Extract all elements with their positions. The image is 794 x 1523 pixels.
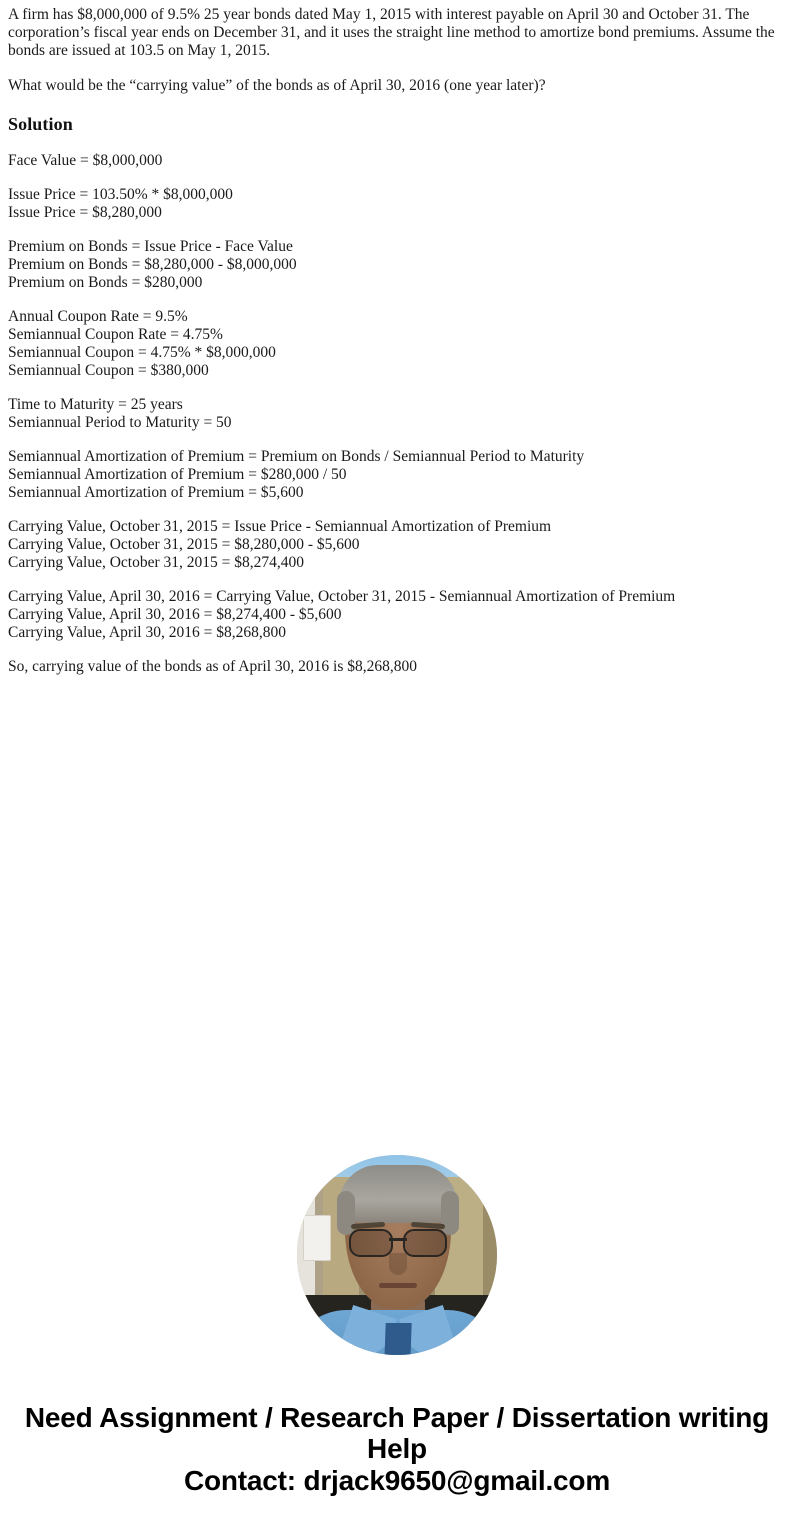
photo-hair xyxy=(339,1165,457,1223)
footer-headline: Need Assignment / Research Paper / Dissertation writing Help xyxy=(24,1402,770,1464)
calc-line: Premium on Bonds = Issue Price - Face Value xyxy=(8,238,293,255)
problem-statement-paragraph: A firm has $8,000,000 of 9.5% 25 year bonds dated May 1, 2015 with interest payable on April 30 and October 31. The corporation’s fiscal year ends on December 31, and it uses the straight line method to amortize bond premiums. Assume the bonds are issued at 103.5 on May 1, 2015. xyxy=(8,6,775,59)
calc-line: Premium on Bonds = $8,280,000 - $8,000,000 xyxy=(8,256,297,273)
footer xyxy=(0,1402,794,1496)
photo-tie xyxy=(384,1323,411,1355)
calc-block-coupon xyxy=(8,308,782,380)
calc-line: Semiannual Coupon = 4.75% * $8,000,000 xyxy=(8,344,276,361)
calc-block-conclusion xyxy=(8,658,782,676)
calc-block-amortization xyxy=(8,448,782,502)
calc-line: So, carrying value of the bonds as of April 30, 2016 is $8,268,800 xyxy=(8,658,417,675)
calc-line: Issue Price = 103.50% * $8,000,000 xyxy=(8,186,233,203)
calc-line: Carrying Value, October 31, 2015 = Issue Price - Semiannual Amortization of Premium xyxy=(8,518,552,535)
calc-line: Face Value = $8,000,000 xyxy=(8,152,163,169)
calc-line: Time to Maturity = 25 years xyxy=(8,396,183,413)
calc-block-face-value xyxy=(8,152,782,170)
eyeglasses-icon xyxy=(349,1229,447,1255)
footer-contact: Contact: drjack9650@gmail.com xyxy=(183,1465,611,1496)
calc-block-maturity xyxy=(8,396,782,432)
calc-line: Semiannual Amortization of Premium = $5,600 xyxy=(8,484,304,501)
photo-nose xyxy=(389,1253,407,1275)
portrait-photo-container xyxy=(297,1155,497,1355)
calc-line: Carrying Value, April 30, 2016 = $8,268,800 xyxy=(8,624,286,641)
calc-line: Carrying Value, April 30, 2016 = $8,274,400 - $5,600 xyxy=(8,606,342,623)
calc-line: Semiannual Period to Maturity = 50 xyxy=(8,414,232,431)
calc-line: Issue Price = $8,280,000 xyxy=(8,204,162,221)
calc-line: Semiannual Coupon = $380,000 xyxy=(8,362,209,379)
photo-mouth xyxy=(379,1283,417,1288)
solution-heading: Solution xyxy=(8,114,73,134)
calc-block-carrying-value-oct-2015 xyxy=(8,518,782,572)
calc-block-carrying-value-apr-2016 xyxy=(8,588,782,642)
question-paragraph: What would be the “carrying value” of the bonds as of April 30, 2016 (one year later)? xyxy=(8,77,546,94)
calc-line: Carrying Value, October 31, 2015 = $8,280,000 - $5,600 xyxy=(8,536,360,553)
calc-line: Carrying Value, October 31, 2015 = $8,274,400 xyxy=(8,554,305,571)
avatar xyxy=(297,1155,497,1355)
photo-lens-left xyxy=(349,1229,393,1257)
calc-line: Semiannual Amortization of Premium = Premium on Bonds / Semiannual Period to Maturity xyxy=(8,448,585,465)
calc-line: Semiannual Amortization of Premium = $280,000 / 50 xyxy=(8,466,347,483)
calc-line: Semiannual Coupon Rate = 4.75% xyxy=(8,326,223,343)
calc-line: Premium on Bonds = $280,000 xyxy=(8,274,203,291)
photo-lens-right xyxy=(403,1229,447,1257)
calc-block-premium-on-bonds xyxy=(8,238,782,292)
calc-line: Carrying Value, April 30, 2016 = Carrying Value, October 31, 2015 - Semiannual Amortization of Premium xyxy=(8,588,676,605)
calc-block-issue-price xyxy=(8,186,782,222)
calc-line: Annual Coupon Rate = 9.5% xyxy=(8,308,188,325)
